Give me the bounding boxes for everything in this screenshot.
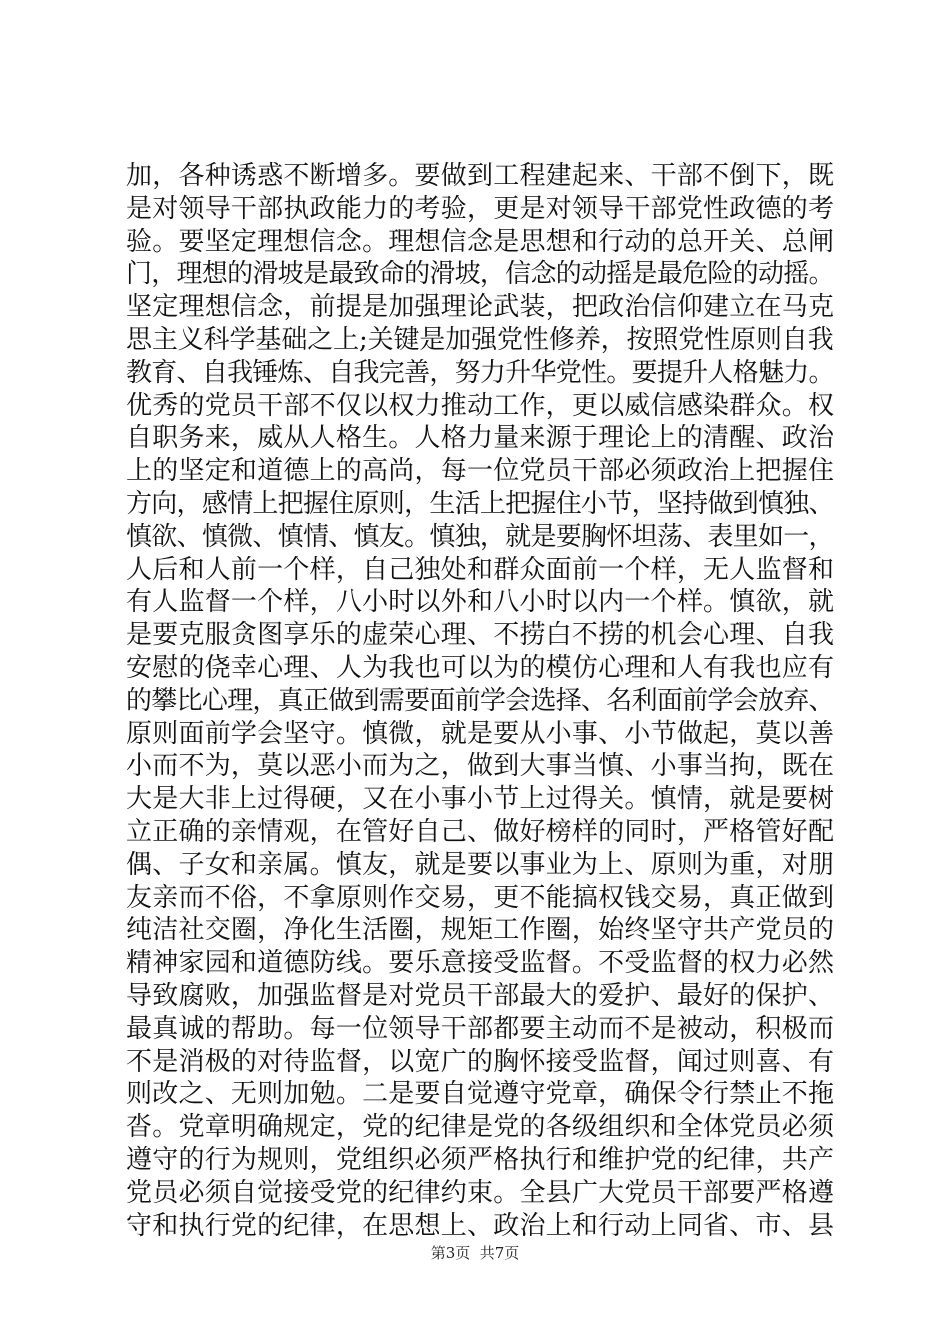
text-line: 思主义科学基础之上;关键是加强党性修养，按照党性原则自我 [126,324,834,355]
text-line: 遵守的行为规则，党组织必须严格执行和维护党的纪律，共产 [126,1144,835,1175]
text-line: 人后和人前一个样，自己独处和群众面前一个样，无人监督和 [126,554,835,585]
text-line: 方向，感情上把握住原则，生活上把握住小节，坚持做到慎独、 [126,488,834,519]
text-line: 大是大非上过得硬，又在小事小节上过得关。慎情，就是要树 [126,784,835,815]
text-line: 是要克服贪图享乐的虚荣心理、不捞白不捞的机会心理、自我 [126,620,835,651]
page-footer [0,1243,950,1263]
text-line: 安慰的侥幸心理、人为我也可以为的模仿心理和人有我也应有 [126,652,835,683]
text-line: 则改之、无则加勉。二是要自觉遵守党章，确保令行禁止不拖 [126,1079,835,1110]
text-line: 教育、自我锤炼、自我完善，努力升华党性。要提升人格魅力。 [126,357,834,388]
text-line: 最真诚的帮助。每一位领导干部都要主动而不是被动，积极而 [126,1013,835,1044]
text-line: 坚定理想信念，前提是加强理论武装，把政治信仰建立在马克 [126,292,835,323]
page-number: 第3页 共7页 [430,1244,520,1262]
text-line: 纯洁社交圈，净化生活圈，规矩工作圈，始终坚守共产党员的 [126,915,835,946]
text-line: 加，各种诱惑不断增多。要做到工程建起来、干部不倒下，既 [126,161,835,191]
text-line: 导致腐败，加强监督是对党员干部最大的爱护、最好的保护、 [126,980,835,1011]
text-line: 党员必须自觉接受党的纪律约束。全县广大党员干部要严格遵 [126,1177,835,1208]
document-body [126,160,834,1242]
text-line: 友亲而不俗，不拿原则作交易，更不能搞权钱交易，真正做到 [126,882,835,913]
text-line: 不是消极的对待监督，以宽广的胸怀接受监督，闻过则喜、有 [126,1046,835,1077]
text-line: 沓。党章明确规定，党的纪律是党的各级组织和全体党员必须 [126,1112,835,1143]
text-line: 优秀的党员干部不仅以权力推动工作，更以威信感染群众。权 [126,390,835,421]
text-line: 偶、子女和亲属。慎友，就是要以事业为上、原则为重，对朋 [126,849,835,880]
text-line: 上的坚定和道德上的高尚，每一位党员干部必须政治上把握住 [126,456,835,487]
text-line: 原则面前学会坚守。慎微，就是要从小事、小节做起，莫以善 [126,718,835,749]
text-line: 是对领导干部执政能力的考验，更是对领导干部党性政德的考 [126,193,835,224]
text-line: 有人监督一个样，八小时以外和八小时以内一个样。慎欲，就 [126,587,835,618]
text-line: 验。要坚定理想信念。理想信念是思想和行动的总开关、总闸 [126,226,835,257]
text-line: 的攀比心理，真正做到需要面前学会选择、名利面前学会放弃、 [126,685,834,716]
text-line: 小而不为，莫以恶小而为之，做到大事当慎、小事当拘，既在 [126,751,835,782]
text-line: 立正确的亲情观，在管好自己、做好榜样的同时，严格管好配 [126,816,835,847]
text-line: 自职务来，威从人格生。人格力量来源于理论上的清醒、政治 [126,423,835,454]
text-line: 守和执行党的纪律，在思想上、政治上和行动上同省、市、县 [126,1210,835,1241]
text-line: 精神家园和道德防线。要乐意接受监督。不受监督的权力必然 [126,948,835,979]
text-line: 门，理想的滑坡是最致命的滑坡，信念的动摇是最危险的动摇。 [126,259,834,290]
text-line: 慎欲、慎微、慎情、慎友。慎独，就是要胸怀坦荡、表里如一， [126,521,834,552]
